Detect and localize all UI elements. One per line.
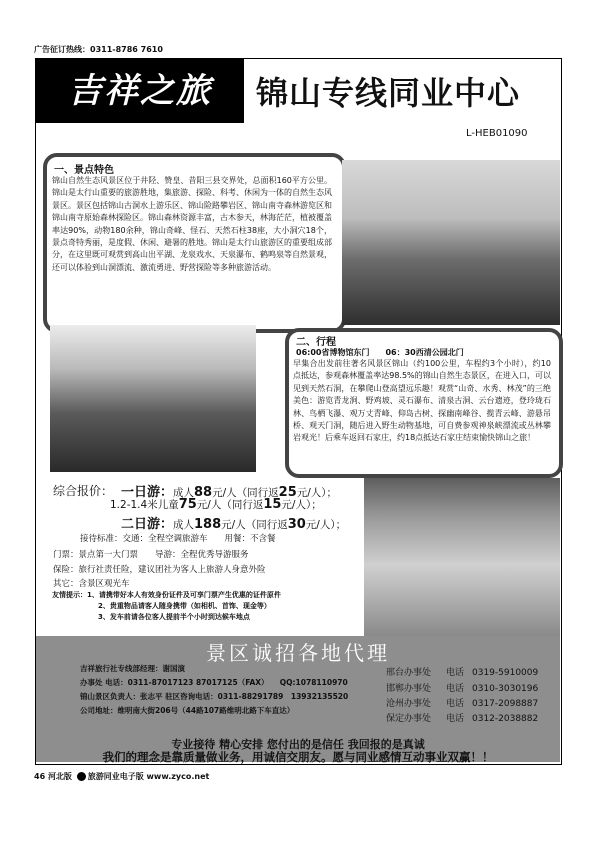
price-child-end: 元/人）；	[281, 499, 322, 511]
office-phone: 0312-2038882	[472, 714, 539, 724]
price-two-day-type: 二日游：	[121, 517, 174, 532]
lake-photo	[364, 478, 560, 636]
publisher-logo-icon	[77, 772, 86, 781]
office-phone: 0317-2098887	[472, 699, 539, 709]
office-baoding	[386, 711, 538, 724]
price-child-unit: 元/人（同行返	[196, 499, 264, 511]
headline: 锦山专线同业中心	[256, 74, 521, 112]
price-one-day-value: 88	[194, 485, 213, 500]
office-name: 邯郸办事处	[386, 684, 432, 694]
price-two-day-end: 元/人）；	[305, 519, 347, 531]
edition-label: 河北版	[47, 772, 72, 781]
price-one-day-rebate: 25	[278, 485, 297, 500]
cliff-photo	[50, 325, 256, 472]
price-one-day-unit: 元/人（同行返	[212, 487, 279, 499]
price-two-day	[121, 513, 346, 532]
office-name: 沧州办事处	[386, 699, 432, 709]
scenic-contact: 锦山景区负责人：张志平 驻区咨询电话：0311-88291789 13932135520	[80, 692, 349, 701]
company-address: 公司地址：维明南大街206号（44路107路维明北路下车直达）	[80, 706, 295, 715]
page-number: 46	[34, 772, 46, 781]
price-one-day-type: 一日游：	[121, 485, 174, 500]
office-phone-label: 电话	[446, 714, 465, 724]
price-label: 综合报价：	[53, 484, 114, 498]
price-two-day-adult: 成人	[173, 519, 195, 531]
price-two-day-value: 188	[194, 517, 222, 532]
office-phone-label: 电话	[446, 699, 465, 709]
company-phone: 办事处 电话：0311-87017123 87017125（FAX） QQ:1078110970	[80, 678, 348, 687]
departure-times: 06:00省博物馆东门 06：30西清公园北门	[296, 348, 464, 357]
agent-recruit-title: 景区诚招各地代理	[206, 641, 390, 665]
publisher-url[interactable]: www.zyco.net	[146, 772, 210, 781]
tickets-guide: 门票：景点第一大门票 导游：全程优秀导游服务	[53, 550, 249, 560]
company-manager: 吉祥旅行社专线部经理：谢国演	[80, 664, 185, 673]
brand-logo-text: 吉祥之旅	[68, 71, 212, 111]
price-two-day-rebate: 30	[287, 517, 306, 532]
other-info: 其它：含景区观光车	[53, 579, 130, 589]
slogan-2: 我们的理念是靠质量做业务，用诚信交朋友。愿与同业感情互动事业双赢！！	[102, 750, 494, 764]
price-child-label: 1.2-1.4米儿童	[110, 499, 179, 511]
office-phone: 0319-5910009	[472, 668, 539, 678]
features-title: 一、景点特色	[54, 165, 114, 176]
price-one-day-end: 元/人）；	[296, 487, 338, 499]
page-footer	[34, 771, 209, 782]
office-phone: 0310-3030196	[472, 684, 539, 694]
price-child-rebate: 15	[263, 497, 282, 512]
tip-1: 友情提示：1、请携带好本人有效身份证件及可享门票产生优惠的证件原件	[52, 591, 281, 599]
mountain-photo	[342, 160, 560, 325]
office-cangzhou	[386, 696, 538, 709]
service-standard: 接待标准：交通：全程空调旅游车 用餐：不含餐	[80, 534, 276, 544]
tip-2: 2、贵重物品请客人随身携带（如相机、首饰、现金等）	[98, 602, 271, 610]
office-phone-label: 电话	[446, 668, 465, 678]
itinerary-text: 早集合出发前往著名风景区锦山（约100公里，车程约3个小时），约10点抵达，参观森林覆盖率达98.5%的锦山自然生态景区，在进入口，可以见到天然石洞，在攀爬山登高望远乐趣！观赏“山奇、水秀、林茂”的三绝美色：游览青龙涧、野鸡坡、灵石瀑布、清泉古洞、云台遗迹，登玲珑石林、鸟栖飞瀑、观万丈青峰、仰岛古树、探幽南峰谷、揽青云峰、游悬吊桥、观天门洞，随后进入野生动物基地，可自费参观神泉峡漂流或丛林攀岩观光！后乘车返回石家庄，约18点抵达石家庄结束愉快锦山之旅！	[293, 359, 551, 443]
slogan-1: 专业接待 精心安排 您付出的是信任 我回报的是真诚	[171, 738, 425, 751]
ad-hotline: 广告征订热线：0311-8786 7610	[34, 45, 163, 54]
office-handan	[386, 681, 538, 694]
itinerary-title: 二、行程	[296, 337, 336, 348]
insurance: 保险：旅行社责任险，建议团社为客人上旅游人身意外险	[53, 565, 266, 575]
friendly-tips	[52, 590, 281, 623]
publisher-name: 旅游同业电子版	[87, 772, 144, 781]
features-text: 锦山自然生态风景区位于井陉、赞皇、昔阳三县交界处，总面积160平方公里。锦山是太行山重要的旅游胜地，集旅游、探险、科考、休闲为一体的自然生态风景区。景区包括锦山古洞水上游乐区、锦山险路攀岩区、锦山南寺森林游览区和锦山南寺原始森林探险区。锦山森林资源丰富，古木参天，林海茫茫，植被覆盖率达90%，动物180余种，锦山奇峰、怪石、天然石柱38座，大小洞穴18个，景点奇特秀丽，是度假、休闲、避暑的胜地。锦山是太行山旅游区的重要组成部分，在这里既可观赏到高山出平湖、龙泉戏水、天泉瀑布、鹤鸣泉等自然景观，还可以体验到山洞漂流、激流勇进、野营探险等多种旅游活动。	[52, 176, 332, 272]
office-name: 保定办事处	[386, 714, 432, 724]
price-one-day-adult: 成人	[173, 487, 195, 499]
price-child	[110, 497, 322, 512]
price-child-value: 75	[178, 497, 197, 512]
office-phone-label: 电话	[446, 684, 465, 694]
office-xingtai	[386, 665, 538, 678]
product-code: L-HEB01090	[466, 128, 528, 139]
price-two-day-unit: 元/人（同行返	[221, 519, 288, 531]
tip-3: 3、发车前请各位客人提前半个小时到达候车地点	[98, 613, 250, 621]
office-name: 邢台办事处	[386, 668, 432, 678]
